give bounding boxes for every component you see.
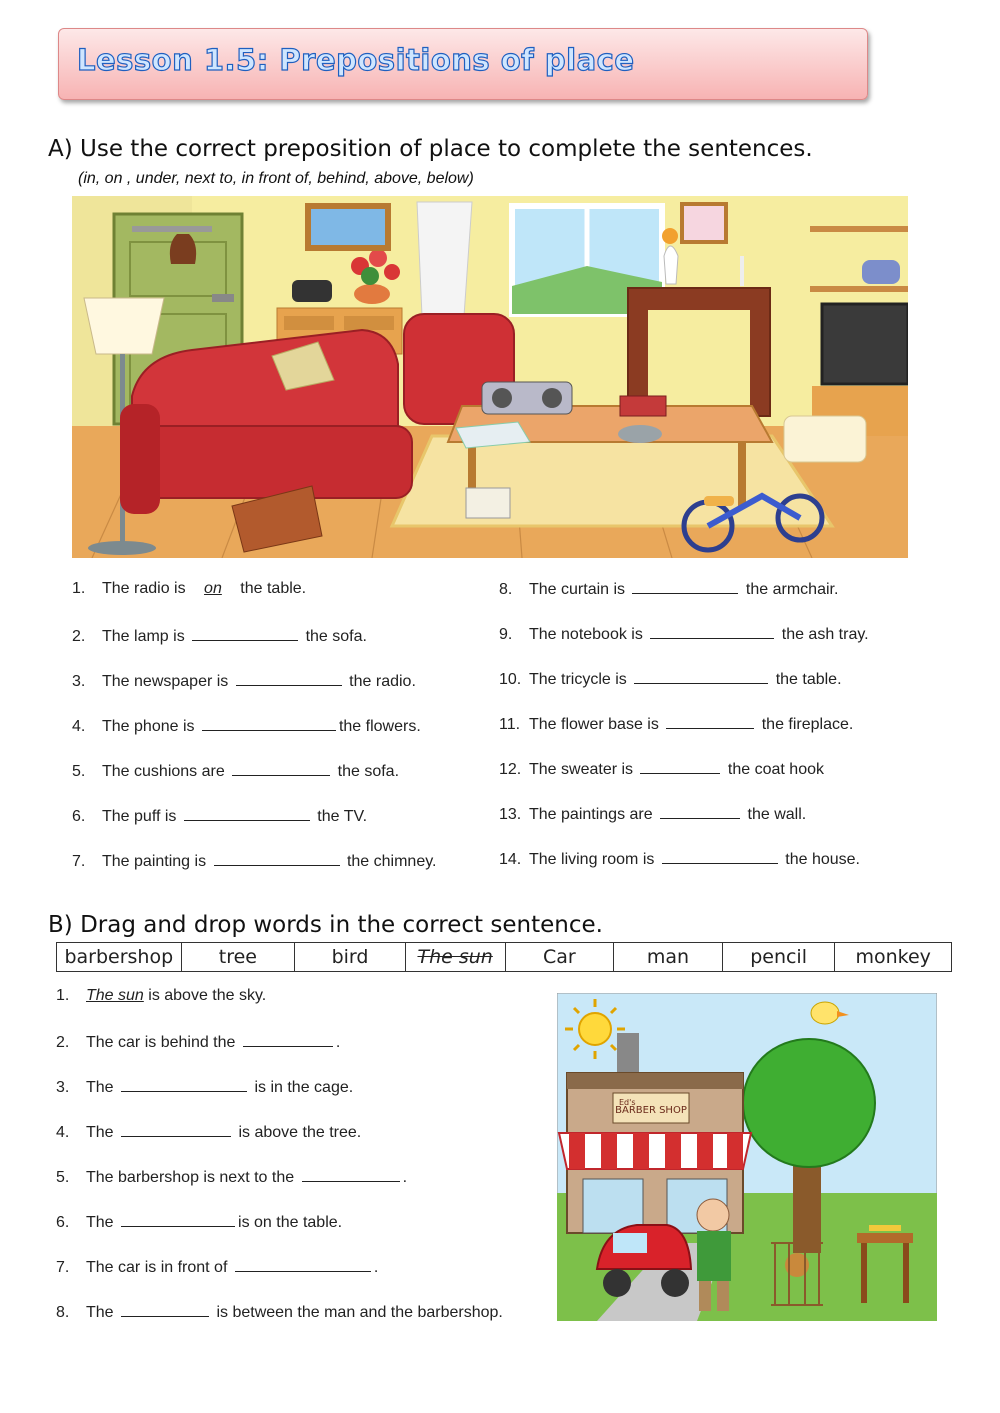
question-b7: 7. The car is in front of . (56, 1259, 379, 1276)
blank-b4[interactable] (121, 1122, 231, 1137)
question-b1: 1. The sun is above the sky. (56, 987, 267, 1004)
question-b8: 8. The is between the man and the barbershop. (56, 1304, 503, 1321)
question-a12: 12. The sweater is the coat hook (499, 761, 824, 778)
question-a6: 6. The puff is the TV. (72, 808, 368, 825)
blank-b5[interactable] (302, 1167, 400, 1182)
question-a13: 13. The paintings are the wall. (499, 806, 807, 823)
question-a5: 5. The cushions are the sofa. (72, 763, 400, 780)
question-a11: 11. The flower base is the fireplace. (499, 716, 854, 733)
blank-a3[interactable] (236, 671, 342, 686)
blank-a10[interactable] (634, 669, 768, 684)
question-a14: 14. The living room is the house. (499, 851, 860, 868)
question-b4: 4. The is above the tree. (56, 1124, 362, 1141)
blank-a7[interactable] (214, 851, 340, 866)
question-a8: 8. The curtain is the armchair. (499, 581, 839, 598)
question-a7: 7. The painting is the chimney. (72, 853, 437, 870)
blank-b2[interactable] (243, 1032, 333, 1047)
word-barbershop[interactable]: barbershop (57, 943, 182, 971)
blank-a5[interactable] (232, 761, 330, 776)
word-tree[interactable]: tree (182, 943, 296, 971)
question-b3: 3. The is in the cage. (56, 1079, 354, 1096)
question-a3: 3. The newspaper is the radio. (72, 673, 416, 690)
blank-b7[interactable] (235, 1257, 371, 1272)
word-the-sun[interactable]: The sun (406, 943, 506, 971)
word-man[interactable]: man (614, 943, 723, 971)
blank-a2[interactable] (192, 626, 298, 641)
shop-sign: BARBER SHOP (615, 1105, 687, 1116)
blank-b3[interactable] (121, 1077, 247, 1092)
preposition-hint: (in, on , under, next to, in front of, behind, above, below) (78, 170, 474, 187)
blank-a11[interactable] (666, 714, 754, 729)
street-scene-illustration (557, 993, 937, 1321)
lesson-title-banner (58, 28, 868, 100)
question-a10: 10. The tricycle is the table. (499, 671, 842, 688)
word-monkey[interactable]: monkey (855, 946, 931, 968)
blank-a13[interactable] (660, 804, 740, 819)
blank-a4[interactable] (202, 716, 336, 731)
blank-a12[interactable] (640, 759, 720, 774)
blank-a14[interactable] (662, 849, 778, 864)
word-bird[interactable]: bird (295, 943, 406, 971)
section-a-heading: A) Use the correct preposition of place to complete the sentences. (48, 136, 813, 162)
question-a2: 2. The lamp is the sofa. (72, 628, 367, 645)
living-room-illustration (72, 196, 908, 558)
blank-a8[interactable] (632, 579, 738, 594)
question-a1: 1. The radio is on the table. (72, 580, 307, 597)
blank-b8[interactable] (121, 1302, 209, 1317)
word-pencil[interactable]: pencil (723, 943, 836, 971)
answer-b1: The sun (86, 987, 144, 1004)
question-b5: 5. The barbershop is next to the . (56, 1169, 408, 1186)
answer-a1: on (204, 580, 222, 597)
blank-b6[interactable] (121, 1212, 235, 1227)
lesson-title: Lesson 1.5: Prepositions of place (77, 43, 635, 77)
shop-sign-prefix: Ed's (619, 1098, 636, 1107)
word-bank (56, 942, 952, 972)
question-b2: 2. The car is behind the . (56, 1034, 341, 1051)
question-a9: 9. The notebook is the ash tray. (499, 626, 869, 643)
section-b-heading: B) Drag and drop words in the correct sentence. (48, 912, 603, 938)
word-car[interactable]: Car (506, 943, 615, 971)
question-b6: 6. The is on the table. (56, 1214, 343, 1231)
blank-a9[interactable] (650, 624, 774, 639)
blank-a6[interactable] (184, 806, 310, 821)
question-a4: 4. The phone is the flowers. (72, 718, 421, 735)
